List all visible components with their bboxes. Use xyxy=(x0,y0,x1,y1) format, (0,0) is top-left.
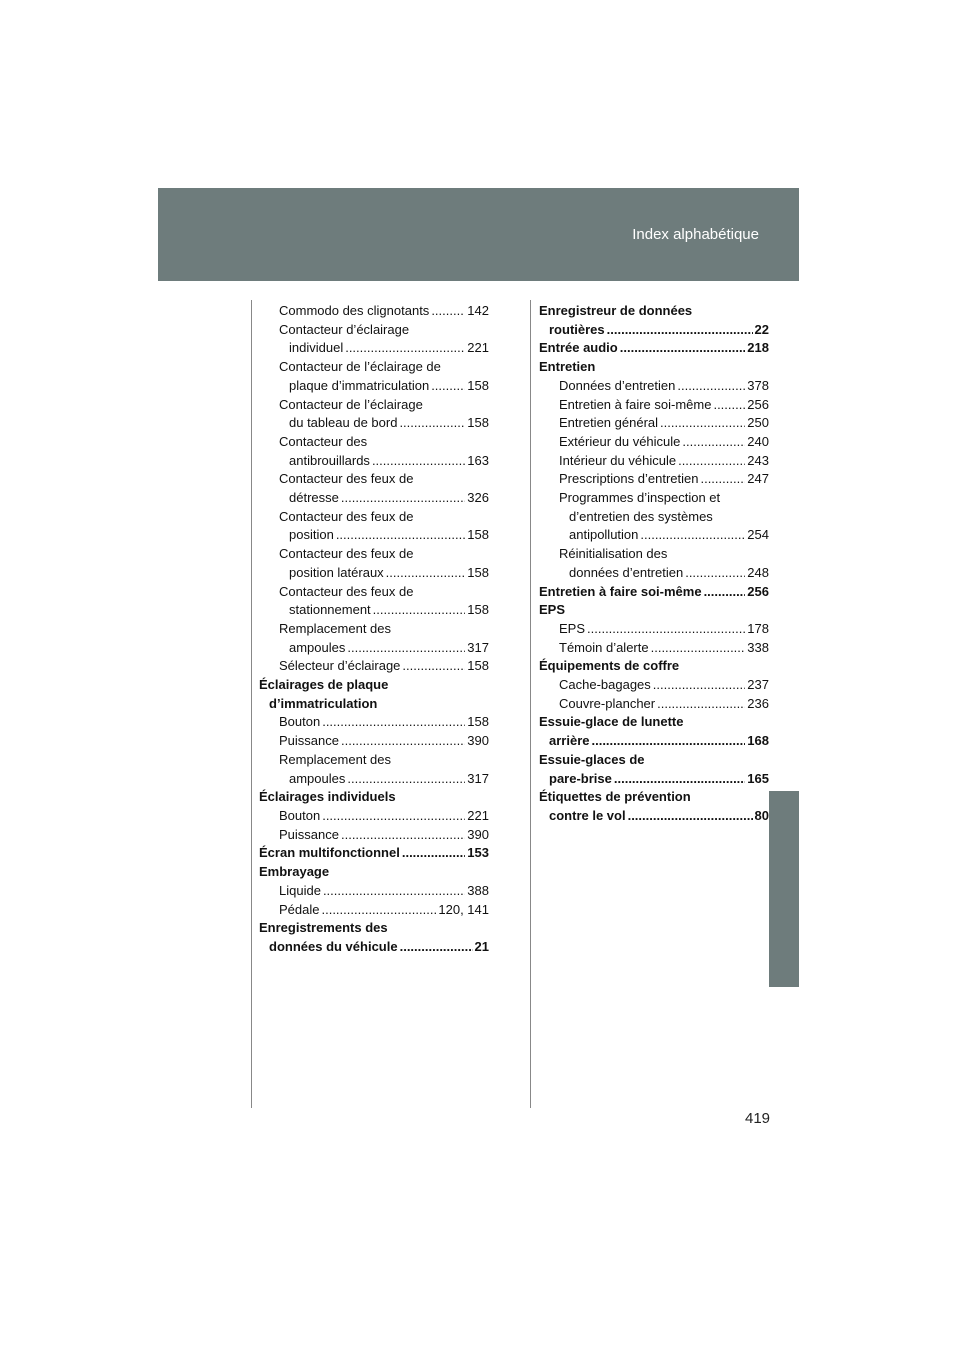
leader-dots xyxy=(700,470,745,489)
index-entry-text: Contacteur de l’éclairage de xyxy=(279,359,441,375)
index-page-ref: 236 xyxy=(747,695,769,711)
index-page-ref: 158 xyxy=(467,377,489,393)
index-entry-text: antipollution xyxy=(569,527,639,543)
index-entry-text: Essuie-glaces de xyxy=(539,751,645,767)
index-entry xyxy=(539,583,769,602)
index-page-ref: 158 xyxy=(467,415,489,431)
index-page-ref: 158 xyxy=(467,714,489,730)
index-entry xyxy=(259,620,489,657)
index-entry-text: détresse xyxy=(289,490,339,506)
leader-dots xyxy=(336,526,465,545)
index-entry xyxy=(539,639,769,658)
leader-dots xyxy=(345,339,465,358)
index-entry xyxy=(539,339,769,358)
index-entry xyxy=(539,433,769,452)
index-entry-text: position xyxy=(289,527,334,543)
index-page-ref: 254 xyxy=(747,527,769,543)
index-entry-text: Réinitialisation des xyxy=(559,546,668,562)
index-entry-text: données d’entretien xyxy=(569,564,684,580)
index-entry-text: Extérieur du véhicule xyxy=(559,433,681,449)
leader-dots xyxy=(347,639,465,658)
index-entry-row xyxy=(539,339,769,358)
index-page-ref: 326 xyxy=(467,490,489,506)
index-entry-row xyxy=(279,526,489,545)
leader-dots xyxy=(660,414,745,433)
index-entry-text: Contacteur des feux de xyxy=(279,508,414,524)
index-page-ref: 120, 141 xyxy=(438,901,489,917)
index-entry-row xyxy=(559,433,769,452)
index-entry-text: Bouton xyxy=(279,714,321,730)
leader-dots xyxy=(323,882,465,901)
index-page-ref: 256 xyxy=(747,583,769,599)
index-entry-row xyxy=(539,732,769,751)
index-entry-text: Remplacement des xyxy=(279,751,391,767)
index-page-ref: 378 xyxy=(747,377,769,393)
index-entry-text: ampoules xyxy=(289,639,346,655)
index-entry-text: Équipements de coffre xyxy=(539,658,680,674)
index-column-right xyxy=(539,302,769,826)
index-entry xyxy=(539,545,769,582)
index-page-ref: 163 xyxy=(467,452,489,468)
index-entry xyxy=(539,788,769,825)
index-entry-row xyxy=(539,321,769,340)
index-entry xyxy=(259,321,489,358)
index-page-ref: 80 xyxy=(754,807,769,823)
index-page-ref: 218 xyxy=(747,340,769,356)
index-page-ref: 158 xyxy=(467,527,489,543)
index-entry-text: antibrouillards xyxy=(289,452,370,468)
index-entry xyxy=(539,713,769,750)
index-entry-row xyxy=(279,339,489,358)
index-entry-row xyxy=(559,526,769,545)
leader-dots xyxy=(713,396,745,415)
index-entry-text: Entrée audio xyxy=(539,340,618,356)
index-entry xyxy=(259,919,489,956)
index-entry-text: Contacteur de l’éclairage xyxy=(279,396,423,412)
leader-dots xyxy=(677,377,745,396)
leader-dots xyxy=(640,526,745,545)
index-page-ref: 317 xyxy=(467,770,489,786)
index-entry xyxy=(539,620,769,639)
leader-dots xyxy=(386,564,466,583)
index-page-ref: 142 xyxy=(467,303,489,318)
index-entry-text: d’entretien des systèmes xyxy=(569,508,713,524)
index-entry xyxy=(259,508,489,545)
index-page-ref: 256 xyxy=(747,396,769,412)
index-entry xyxy=(259,826,489,845)
index-entry xyxy=(539,396,769,415)
index-entry-text: Cache-bagages xyxy=(559,677,651,693)
index-entry-text: données du véhicule xyxy=(269,938,398,954)
index-entry-row xyxy=(539,807,769,826)
index-entry-row xyxy=(279,770,489,789)
index-entry-text: routières xyxy=(549,321,605,337)
index-entry-text: Étiquettes de prévention xyxy=(539,789,691,805)
index-entry-text: Écran multifonctionnel xyxy=(259,845,400,861)
index-entry-text: Liquide xyxy=(279,882,321,898)
index-entry xyxy=(259,433,489,470)
index-entry xyxy=(259,676,489,713)
leader-dots xyxy=(341,732,465,751)
index-page-ref: 247 xyxy=(747,471,769,487)
index-entry-text: Éclairages de plaque xyxy=(259,677,389,693)
index-entry-row xyxy=(259,844,489,863)
index-page-ref: 21 xyxy=(474,938,489,954)
leader-dots xyxy=(607,321,753,340)
leader-dots xyxy=(347,770,465,789)
index-entry xyxy=(259,732,489,751)
index-entry-row xyxy=(539,770,769,789)
leader-dots xyxy=(431,377,465,396)
index-entry-text: Contacteur des feux de xyxy=(279,471,414,487)
index-page-ref: 158 xyxy=(467,602,489,618)
leader-dots xyxy=(591,732,745,751)
index-entry-text: arrière xyxy=(549,733,590,749)
leader-dots xyxy=(651,639,746,658)
leader-dots xyxy=(657,695,745,714)
index-entry-row xyxy=(279,489,489,508)
leader-dots xyxy=(400,938,473,957)
index-entry xyxy=(539,489,769,545)
index-entry xyxy=(259,901,489,920)
index-entry xyxy=(259,545,489,582)
index-entry-row xyxy=(559,564,769,583)
index-entry xyxy=(259,882,489,901)
index-page-ref: 250 xyxy=(747,415,769,431)
leader-dots xyxy=(341,489,465,508)
index-entry xyxy=(259,396,489,433)
index-entry-row xyxy=(279,452,489,471)
index-entry-text: Entretien xyxy=(539,359,596,375)
index-entry xyxy=(539,601,769,620)
leader-dots xyxy=(614,770,745,789)
index-page-ref: 338 xyxy=(747,639,769,655)
index-entry-text: Prescriptions d’entretien xyxy=(559,471,699,487)
index-entry-text: Contacteur des feux de xyxy=(279,546,414,562)
index-entry xyxy=(259,807,489,826)
index-page-ref: 388 xyxy=(467,882,489,898)
index-entry-text: EPS xyxy=(539,602,566,618)
index-entry-text: d’immatriculation xyxy=(269,695,378,711)
index-entry-row xyxy=(279,882,489,901)
leader-dots xyxy=(373,601,466,620)
index-entry-row xyxy=(279,732,489,751)
index-entry-text: Intérieur du véhicule xyxy=(559,452,677,468)
index-entry-text: Entretien général xyxy=(559,415,659,431)
index-entry-text: stationnement xyxy=(289,602,371,618)
index-entry-row xyxy=(279,639,489,658)
leader-dots xyxy=(431,302,465,321)
index-entry-text: Puissance xyxy=(279,826,339,842)
index-entry-text: pare-brise xyxy=(549,770,612,786)
index-entry xyxy=(259,751,489,788)
index-entry-text: plaque d’immatriculation xyxy=(289,377,430,393)
leader-dots xyxy=(620,339,746,358)
index-entry xyxy=(259,844,489,863)
index-entry xyxy=(539,414,769,433)
index-entry-text: EPS xyxy=(559,620,586,636)
index-entry-text: Entretien à faire soi-même xyxy=(559,396,712,412)
index-entry xyxy=(259,358,489,395)
leader-dots xyxy=(685,564,745,583)
leader-dots xyxy=(341,826,465,845)
index-entry xyxy=(259,583,489,620)
index-page-ref: 158 xyxy=(467,564,489,580)
index-page-ref: 248 xyxy=(747,564,769,580)
index-entry-text: position latéraux xyxy=(289,564,384,580)
index-entry xyxy=(539,695,769,714)
index-entry xyxy=(259,788,489,807)
index-entry-row xyxy=(279,713,489,732)
index-entry xyxy=(539,676,769,695)
index-entry-row xyxy=(559,470,769,489)
index-entry-text: Enregistreur de données xyxy=(539,303,693,318)
leader-dots xyxy=(704,583,746,602)
index-entry-text: Pédale xyxy=(279,901,320,917)
index-page-ref: 221 xyxy=(467,807,489,823)
index-entry-text: Couvre-plancher xyxy=(559,695,656,711)
index-entry-row xyxy=(259,938,489,957)
index-entry-text: Données d’entretien xyxy=(559,377,676,393)
index-page-ref: 390 xyxy=(467,826,489,842)
index-entry-text: Bouton xyxy=(279,807,321,823)
leader-dots xyxy=(402,657,465,676)
leader-dots xyxy=(653,676,746,695)
index-entry-row xyxy=(559,695,769,714)
index-entry-row xyxy=(279,657,489,676)
index-entry xyxy=(259,302,489,321)
index-entry xyxy=(539,358,769,377)
index-entry-row xyxy=(559,620,769,639)
index-column-left xyxy=(259,302,489,957)
index-entry-row xyxy=(279,901,489,920)
index-entry-text: Embrayage xyxy=(259,864,330,880)
leader-dots xyxy=(682,433,745,452)
index-entry xyxy=(259,657,489,676)
index-entry-text: Puissance xyxy=(279,733,339,749)
index-entry-row xyxy=(559,377,769,396)
index-page-ref: 168 xyxy=(747,733,769,749)
index-entry xyxy=(259,470,489,507)
index-entry-row xyxy=(279,826,489,845)
index-entry-text: Programmes d’inspection et xyxy=(559,490,721,506)
index-entry-row xyxy=(559,452,769,471)
index-entry xyxy=(539,377,769,396)
index-page-ref: 390 xyxy=(467,733,489,749)
index-entry-text: Entretien à faire soi-même xyxy=(539,583,702,599)
index-page-ref: 22 xyxy=(754,321,769,337)
index-entry-row xyxy=(559,396,769,415)
index-entry-row xyxy=(279,414,489,433)
left-column-rule xyxy=(251,300,252,1108)
index-entry-text: individuel xyxy=(289,340,344,356)
index-entry-text: Contacteur d’éclairage xyxy=(279,321,410,337)
index-entry-row xyxy=(279,601,489,620)
index-entry-text: contre le vol xyxy=(549,807,626,823)
index-entry-text: Remplacement des xyxy=(279,620,391,636)
index-page-ref: 165 xyxy=(747,770,769,786)
leader-dots xyxy=(399,414,465,433)
index-entry xyxy=(539,302,769,339)
index-entry-text: Éclairages individuels xyxy=(259,789,396,805)
section-title: Index alphabétique xyxy=(632,226,759,243)
leader-dots xyxy=(587,620,745,639)
leader-dots xyxy=(678,452,745,471)
page-number: 419 xyxy=(745,1110,771,1127)
index-page-ref: 240 xyxy=(747,433,769,449)
index-page-ref: 237 xyxy=(747,677,769,693)
index-entry-row xyxy=(279,377,489,396)
index-entry xyxy=(259,713,489,732)
index-entry-text: Témoin d’alerte xyxy=(559,639,649,655)
index-entry-text: Commodo des clignotants xyxy=(279,303,430,318)
leader-dots xyxy=(322,713,465,732)
leader-dots xyxy=(321,901,436,920)
index-entry xyxy=(539,470,769,489)
index-page-ref: 158 xyxy=(467,658,489,674)
index-page-ref: 317 xyxy=(467,639,489,655)
leader-dots xyxy=(372,452,465,471)
index-entry-text: Contacteur des xyxy=(279,433,368,449)
chapter-tab xyxy=(769,791,799,987)
leader-dots xyxy=(628,807,753,826)
leader-dots xyxy=(402,844,465,863)
index-entry-text: Essuie-glace de lunette xyxy=(539,714,684,730)
right-column-rule xyxy=(530,300,531,1108)
section-header xyxy=(158,188,799,281)
index-page-ref: 153 xyxy=(467,845,489,861)
index-entry-text: Sélecteur d’éclairage xyxy=(279,658,401,674)
index-entry-text: du tableau de bord xyxy=(289,415,398,431)
index-entry-text: Enregistrements des xyxy=(259,920,388,936)
index-entry-row xyxy=(559,676,769,695)
index-entry-row xyxy=(539,583,769,602)
index-entry-row xyxy=(279,807,489,826)
index-entry-row xyxy=(279,302,489,321)
index-entry xyxy=(539,751,769,788)
index-page-ref: 243 xyxy=(747,452,769,468)
index-entry-row xyxy=(559,414,769,433)
index-entry xyxy=(259,863,489,882)
index-entry-row xyxy=(279,564,489,583)
index-entry-text: Contacteur des feux de xyxy=(279,583,414,599)
index-entry xyxy=(539,452,769,471)
leader-dots xyxy=(322,807,465,826)
index-page-ref: 221 xyxy=(467,340,489,356)
index-entry-row xyxy=(559,639,769,658)
index-entry-text: ampoules xyxy=(289,770,346,786)
index-page-ref: 178 xyxy=(747,620,769,636)
index-entry xyxy=(539,657,769,676)
